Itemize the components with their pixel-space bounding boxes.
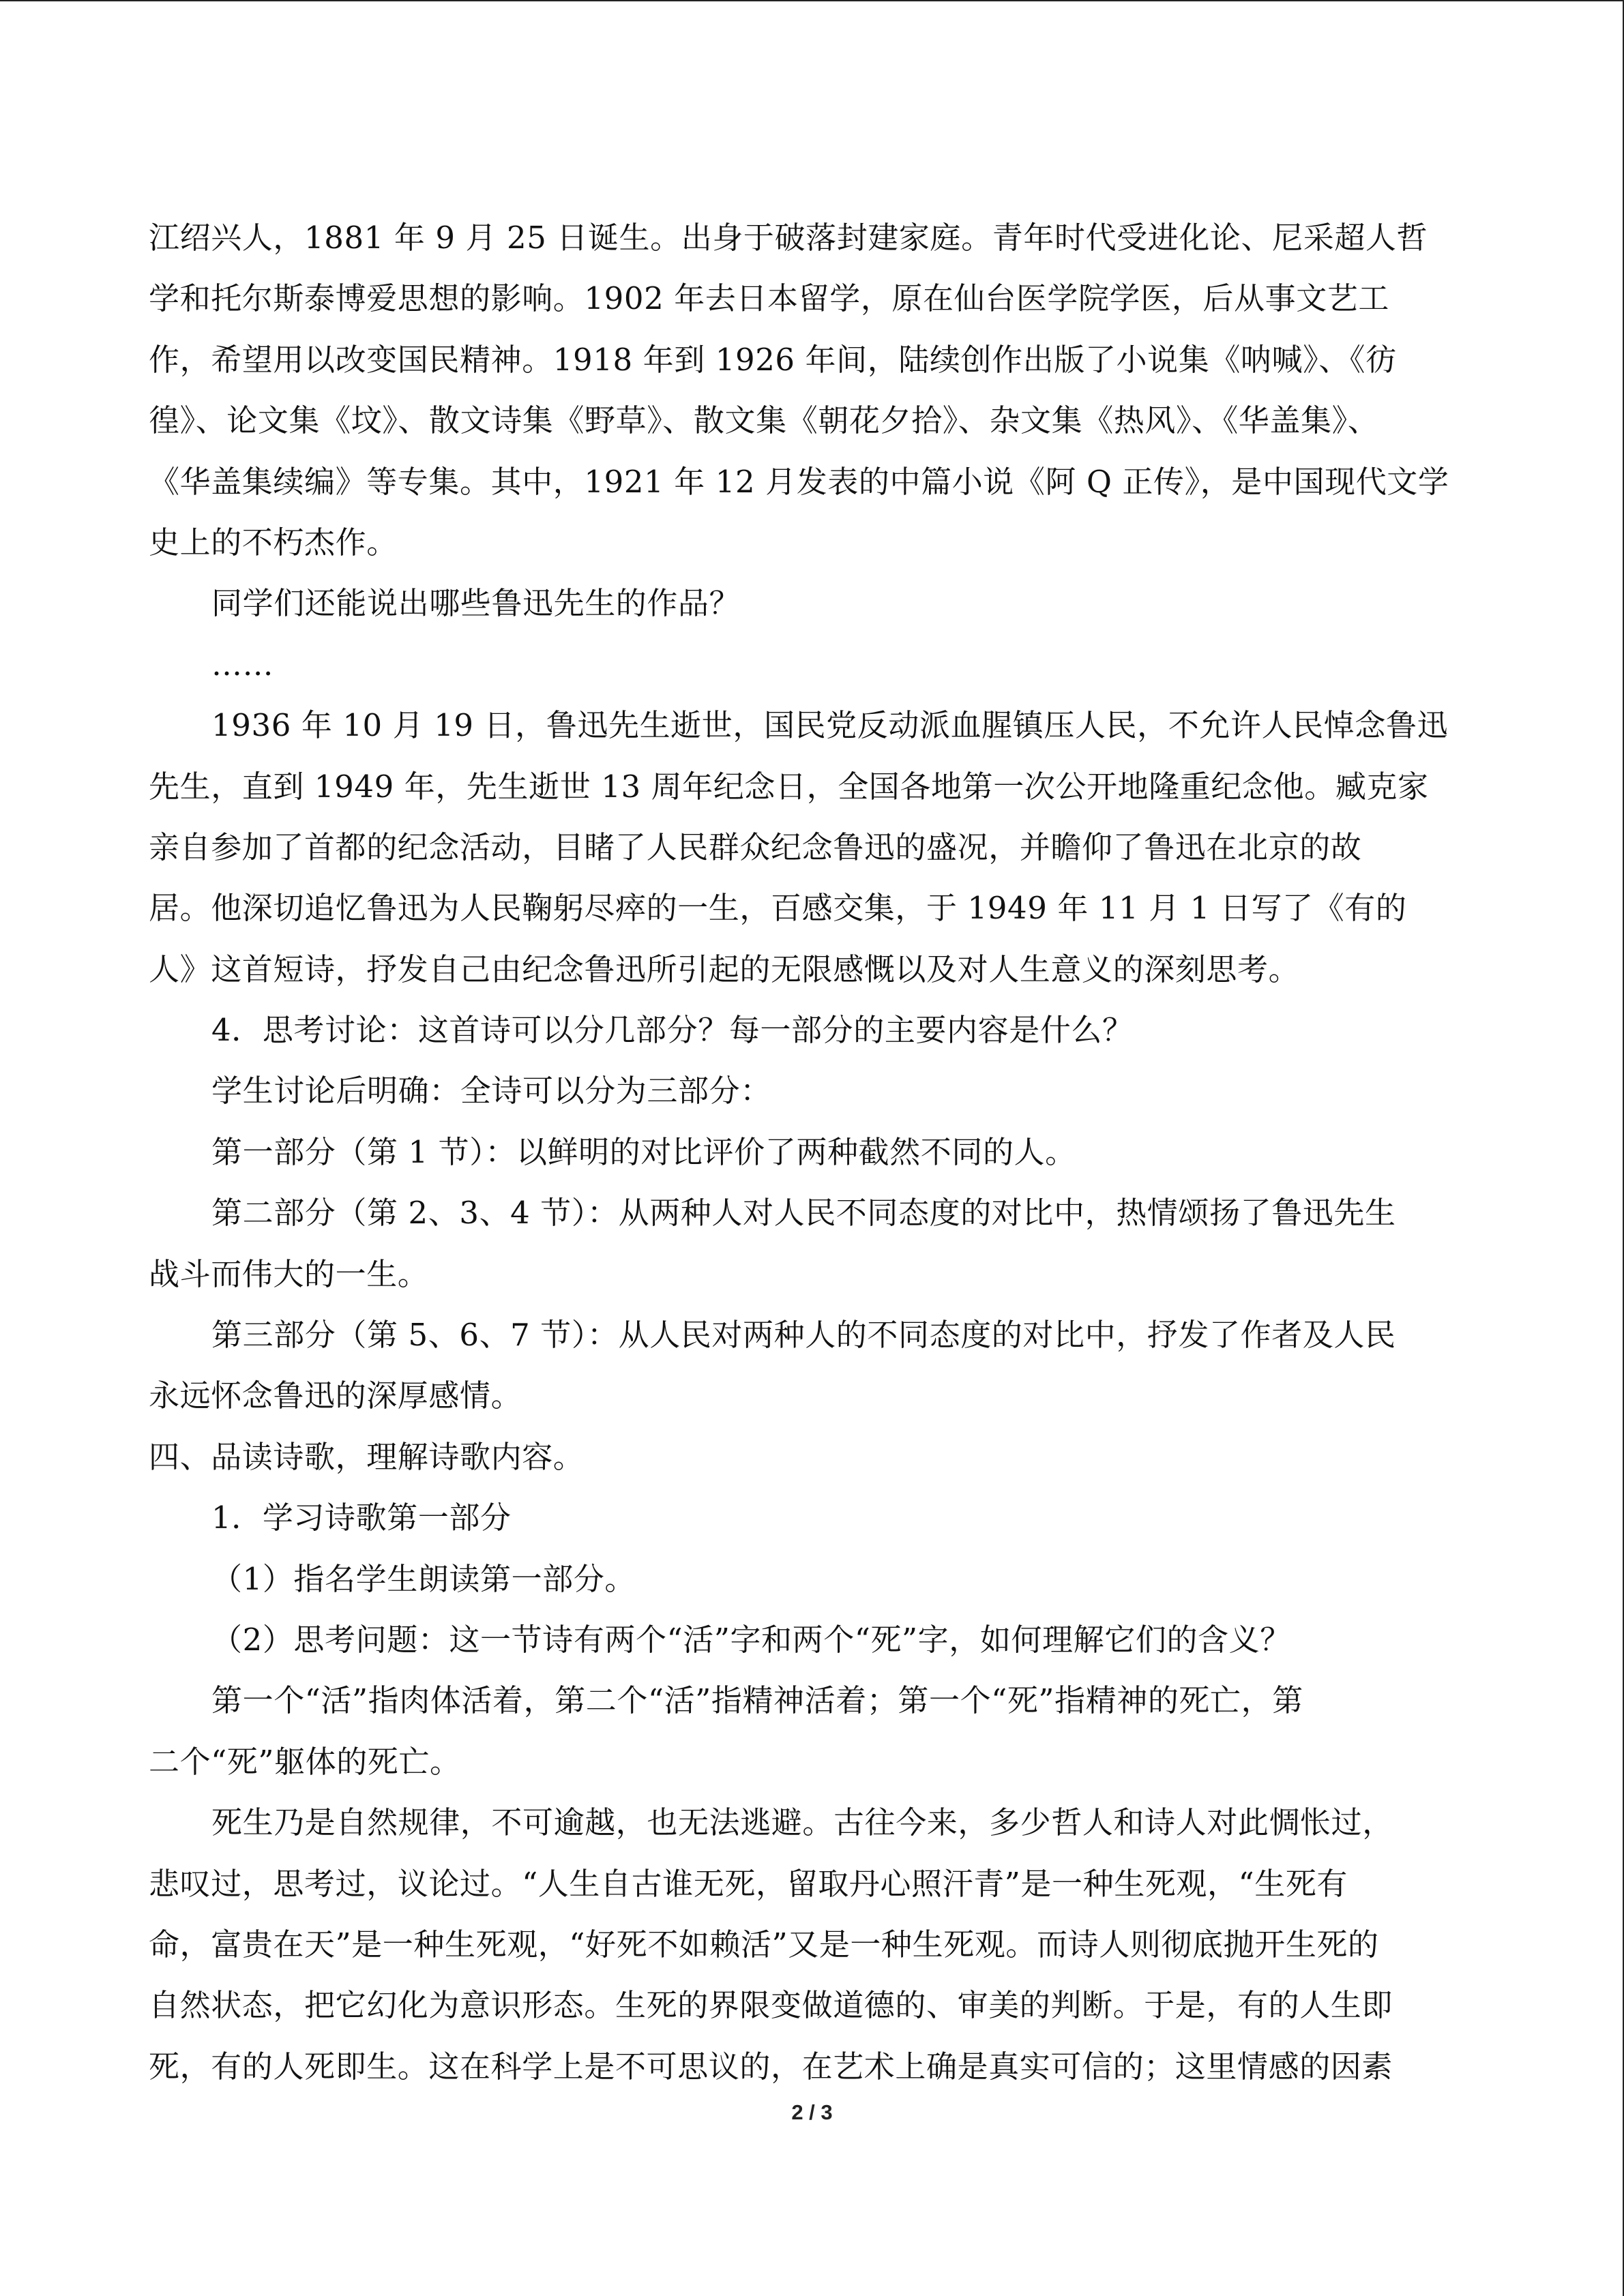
text-line: （1）指名学生朗读第一部分。 [211,1560,636,1597]
text-line: 徨》、论文集《坟》、散文诗集《野草》、散文集《朝花夕拾》、杂文集《热风》、《华盖集》、 [149,402,1379,439]
text-line: 二个“死”躯体的死亡。 [149,1743,461,1780]
text-line: 战斗而伟大的一生。 [149,1255,429,1292]
text-line: 亲自参加了首都的纪念活动，目睹了人民群众纪念鲁迅的盛况，并瞻仰了鲁迅在北京的故 [149,829,1362,865]
text-line: 1936 年 10 月 19 日，鲁迅先生逝世，国民党反动派血腥镇压人民，不允许人民悼念鲁迅 [211,707,1449,744]
text-line: 永远怀念鲁迅的深厚感情。 [149,1377,522,1414]
text-line: 先生，直到 1949 年，先生逝世 13 周年纪念日，全国各地第一次公开地隆重纪念他。臧克家 [149,768,1429,805]
text-line: 4．思考讨论：这首诗可以分几部分？每一部分的主要内容是什么？ [211,1012,1134,1049]
text-line: 居。他深切追忆鲁迅为人民鞠躬尽瘁的一生，百感交集，于 1949 年 11 月 1 日写了《有的 [149,890,1407,927]
text-line: 命，富贵在天”是一种生死观，“好死不如赖活”又是一种生死观。而诗人则彻底抛开生死的 [149,1926,1379,1963]
text-line: （2）思考问题：这一节诗有两个“活”字和两个“死”字，如何理解它们的含义？ [211,1621,1291,1658]
text-line: 江绍兴人，1881 年 9 月 25 日诞生。出身于破落封建家庭。青年时代受进化论、尼采超人哲 [149,220,1428,256]
text-line: 1．学习诗歌第一部分 [211,1500,512,1536]
text-line: 第三部分（第 5、6、7 节）：从人民对两种人的不同态度的对比中，抒发了作者及人民 [211,1317,1396,1354]
text-line: 《华盖集续编》等专集。其中，1921 年 12 月发表的中篇小说《阿 Q 正传》，是中国现代文学 [149,463,1449,500]
text-line: 死生乃是自然规律，不可逾越，也无法逃避。古往今来，多少哲人和诗人对此惆怅过， [211,1804,1393,1841]
text-line: 第一个“活”指肉体活着，第二个“活”指精神活着；第一个“死”指精神的死亡，第 [211,1682,1303,1719]
text-line: 死，有的人死即生。这在科学上是不可思议的，在艺术上确是真实可信的；这里情感的因素 [149,2048,1393,2085]
text-line: 四、品读诗歌，理解诗歌内容。 [149,1438,585,1475]
text-line: 史上的不朽杰作。 [149,524,398,561]
text-line: 学生讨论后明确：全诗可以分为三部分： [211,1073,771,1109]
text-line: 悲叹过，思考过，议论过。“人生自古谁无死，留取丹心照汗青”是一种生死观，“生死有 [149,1865,1348,1902]
text-line: 作，希望用以改变国民精神。1918 年到 1926 年间，陆续创作出版了小说集《呐喊》、《彷 [149,341,1397,378]
document-body [149,207,1475,2097]
text-line: …… [211,646,274,683]
text-line: 自然状态，把它幻化为意识形态。生死的界限变做道德的、审美的判断。于是，有的人生即 [149,1987,1393,2024]
text-line: 同学们还能说出哪些鲁迅先生的作品？ [211,585,741,622]
text-line: 学和托尔斯泰博爱思想的影响。1902 年去日本留学，原在仙台医学院学医，后从事文艺工 [149,280,1390,317]
text-line: 第二部分（第 2、3、4 节）：从两种人对人民不同态度的对比中，热情颂扬了鲁迅先生 [211,1195,1396,1232]
text-line: 人》这首短诗，抒发自己由纪念鲁迅所引起的无限感慨以及对人生意义的深刻思考。 [149,951,1300,987]
page-number: 2 / 3 [791,2100,833,2124]
text-line: 第一部分（第 1 节）：以鲜明的对比评价了两种截然不同的人。 [211,1133,1076,1170]
